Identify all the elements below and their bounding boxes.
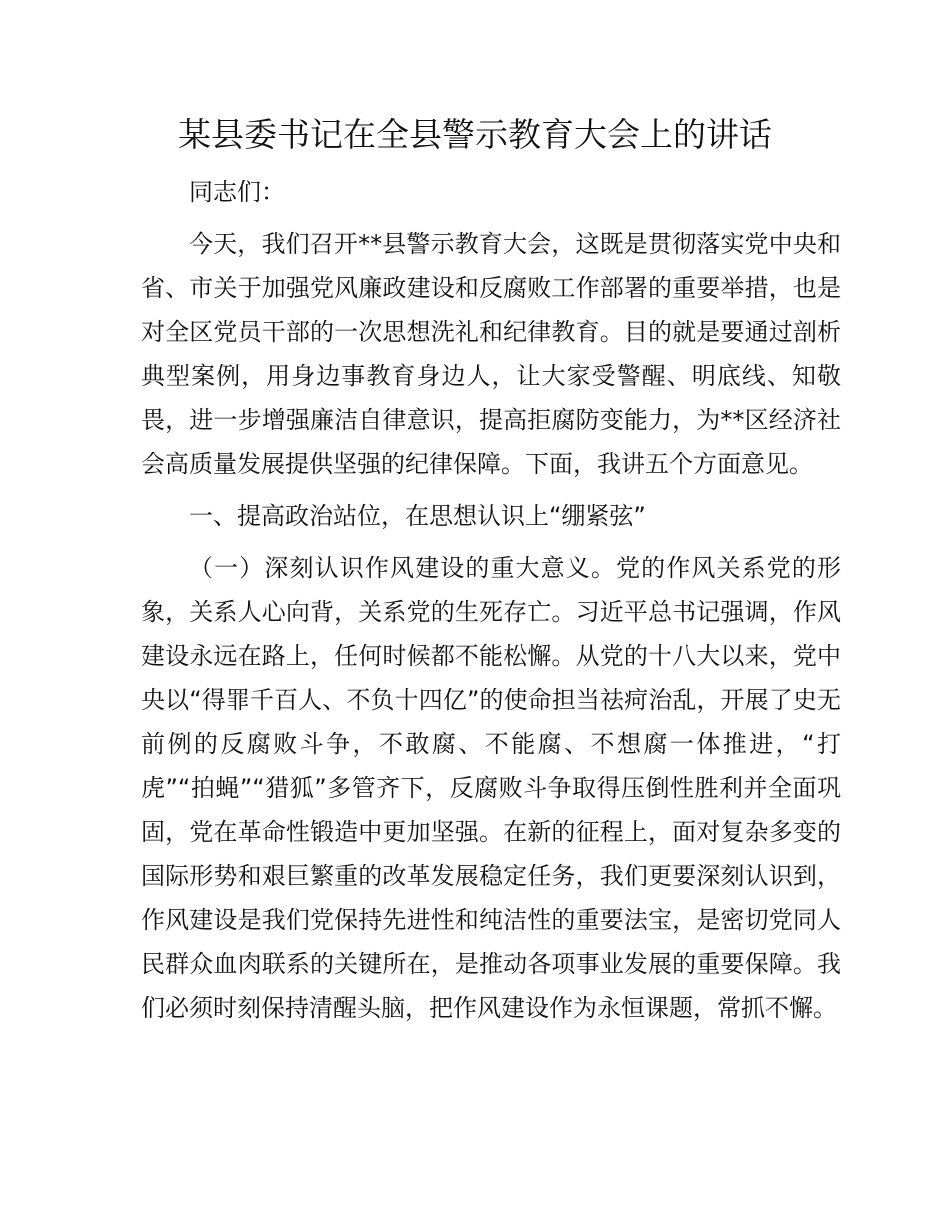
paragraph-section-1-1: （一）深刻认识作风建设的重大意义。党的作风关系党的形象，关系人心向背，关系党的生死存亡。习近平总书记强调，作风建设永远在路上，任何时候都不能松懈。从党的十八大以来，党中央以“得罪千百人、不负十四亿”的使命担当祛疴治乱，开展了史无前例的反腐败斗争，不敢腐、不能腐、不想腐一体推进，“打虎”“拍蝇”“猎狐”多管齐下，反腐败斗争取得压倒性胜利并全面巩固，党在革命性锻造中更加坚强。在新的征程上，面对复杂多变的国际形势和艰巨繁重的改革发展稳定任务，我们更要深刻认识到，作风建设是我们党保持先进性和纯洁性的重要法宝，是密切党同人民群众血肉联系的关键所在，是推动各项事业发展的重要保障。我们必须时刻保持清醒头脑，把作风建设作为永恒课题，常抓不懈。 — [141, 554, 841, 1022]
document-body — [141, 170, 841, 1038]
document-title: 某县委书记在全县警示教育大会上的讲话 — [178, 115, 772, 154]
section-heading-1: 一、提高政治站位，在思想认识上“绷紧弦” — [189, 502, 646, 530]
salutation: 同志们： — [189, 178, 285, 206]
paragraph-intro: 今天，我们召开**县警示教育大会，这既是贯彻落实党中央和省、市关于加强党风廉政建设和反腐败工作部署的重要举措，也是对全区党员干部的一次思想洗礼和纪律教育。目的就是要通过剖析典型案例，用身边事教育身边人，让大家受警醒、明底线、知敬畏，进一步增强廉洁自律意识，提高拒腐防变能力，为**区经济社会高质量发展提供坚强的纪律保障。下面，我讲五个方面意见。 — [141, 230, 841, 478]
